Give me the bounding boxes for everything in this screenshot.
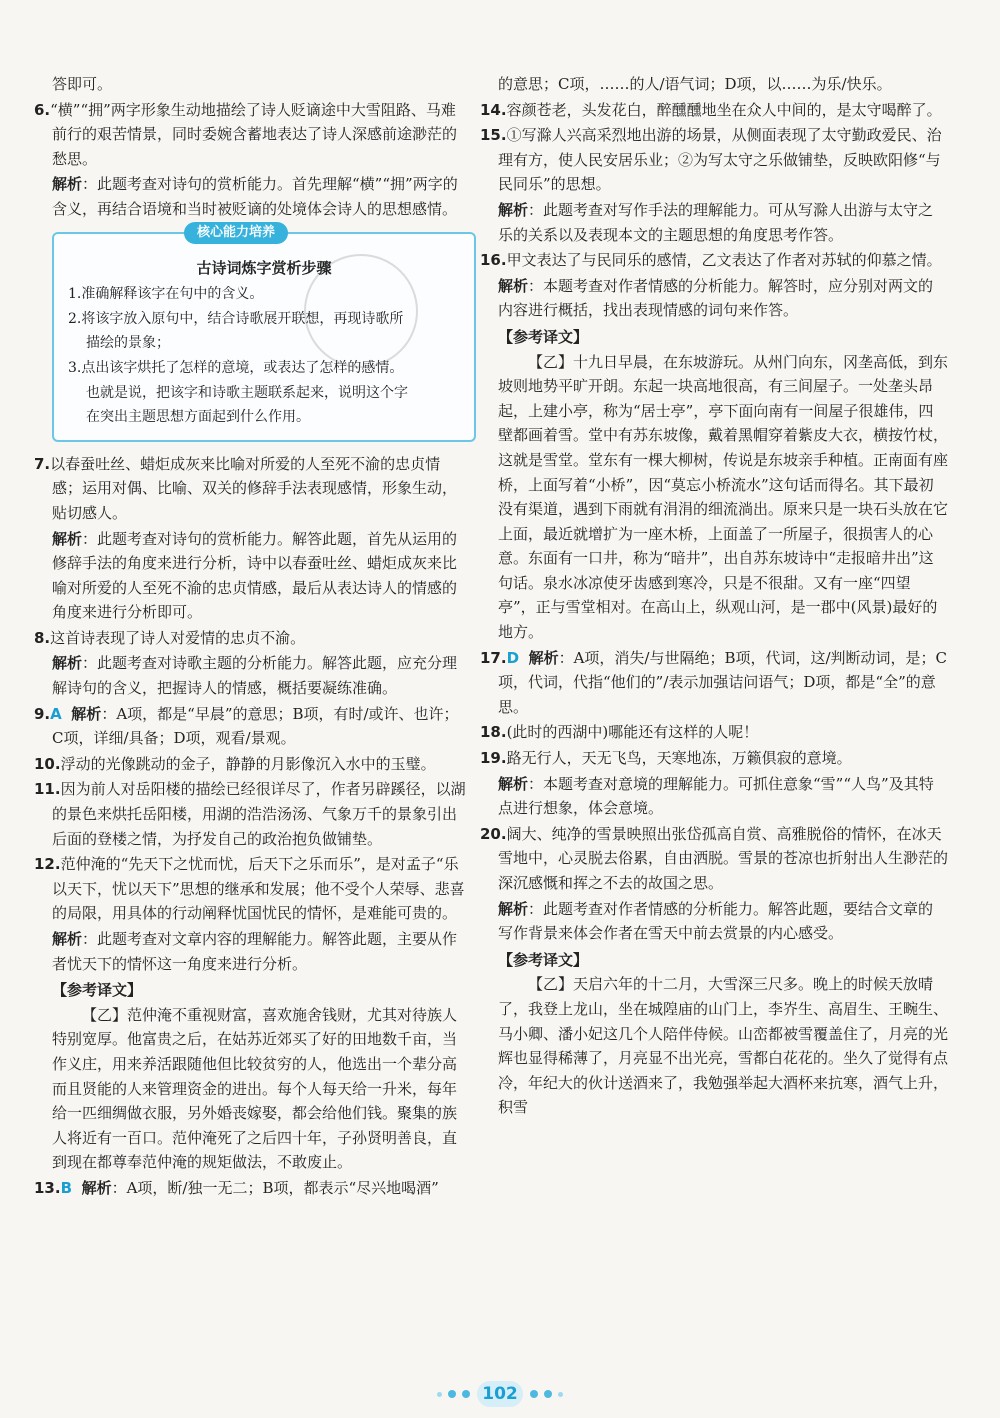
answer-text: 这首诗表现了诗人对爱情的忠贞不渝。 xyxy=(50,628,306,647)
analysis-12 xyxy=(34,927,466,976)
decor-dot xyxy=(437,1392,442,1397)
answer-text: 浮动的光像跳动的金子，静静的月影像沉入水中的玉璧。 xyxy=(60,754,436,773)
decor-dot xyxy=(544,1390,552,1398)
question-19 xyxy=(480,746,948,771)
answer-text: (此时的西湖中)哪能还有这样的人呢！ xyxy=(506,723,759,742)
question-15 xyxy=(480,123,948,197)
analysis-label: 解析 xyxy=(81,1178,112,1197)
analysis-text: ：A项，断/独一无二；B项，都表示“尽兴地喝酒” xyxy=(111,1178,439,1197)
answer-text: “横”“拥”两字形象生动地描绘了诗人贬谪途中大雪阻路、马难前行的艰苦情景，同时委婉含蓄地表达了诗人深感前途渺茫的愁思。 xyxy=(50,100,458,168)
question-number: 7. xyxy=(34,454,51,473)
skill-step: 1.准确解释该字在句中的含义。 xyxy=(68,286,264,303)
left-column xyxy=(34,72,466,1202)
analysis-label: 解析 xyxy=(71,704,102,723)
analysis-label: 解析 xyxy=(52,930,83,948)
question-number: 13. xyxy=(34,1178,61,1197)
page-number: 102 xyxy=(477,1381,523,1407)
analysis-label: 解析 xyxy=(52,175,83,194)
decor-dot xyxy=(448,1390,456,1398)
question-16 xyxy=(480,248,948,273)
question-number: 12. xyxy=(34,855,61,874)
skill-step: 2.将该字放入原句中，结合诗歌展开联想，再现诗歌所 xyxy=(68,310,404,327)
continued-line: 答即可。 xyxy=(52,75,113,93)
answer-text: 甲文表达了与民同乐的感情，乙文表达了作者对苏轼的仰慕之情。 xyxy=(506,251,942,270)
question-number: 19. xyxy=(480,749,507,768)
analysis-label: 解析 xyxy=(498,200,529,219)
question-number: 8. xyxy=(34,628,51,647)
reference-translation-heading: 【参考译文】 xyxy=(498,950,589,969)
analysis-text: ：此题考查对作者情感的分析能力。解答此题，要结合文章的写作背景来体会作者在雪天中前去赏景的内心感受。 xyxy=(498,899,934,943)
question-13 xyxy=(34,1176,466,1201)
question-number: 14. xyxy=(480,100,507,119)
analysis-16 xyxy=(480,274,948,323)
question-number: 20. xyxy=(480,824,507,843)
reference-translation: 【乙】天启六年的十二月，大雪深三尺多。晚上的时候天放晴了，我登上龙山，坐在城隍庙的山门上，李岕生、高眉生、王畹生、马小卿、潘小妃这几个人陪伴侍候。山峦都被雪覆盖住了，月亮的光辉也显得稀薄了，月亮显不出光亮，雪都白花花的。坐久了觉得有点冷，年纪大的伙计送酒来了，我勉强举起大酒杯来抗寒，酒气上升，积雪 xyxy=(498,975,949,1117)
question-9 xyxy=(34,702,466,751)
analysis-label: 解析 xyxy=(498,899,529,918)
question-number: 11. xyxy=(34,780,61,799)
answer-text: 容颜苍老，头发花白，醉醺醺地坐在众人中间的，是太守喝醉了。 xyxy=(506,100,942,119)
question-8 xyxy=(34,626,466,651)
analysis-label: 解析 xyxy=(498,774,529,793)
analysis-6 xyxy=(34,172,466,221)
analysis-text: ：此题考查对文章内容的理解能力。解答此题，主要从作者忧天下的情怀这一角度来进行分析。 xyxy=(52,930,458,973)
continued-line: 的意思；C项，……的人/语气词；D项，以……为乐/快乐。 xyxy=(498,75,892,93)
analysis-label: 解析 xyxy=(528,648,559,667)
decor-dot xyxy=(462,1390,470,1398)
reference-translation-heading: 【参考译文】 xyxy=(52,981,143,1000)
skill-step: 描绘的景象； xyxy=(86,335,170,352)
analysis-label: 解析 xyxy=(498,276,529,295)
analysis-text: ：此题考查对诗句的赏析能力。首先理解“横”“拥”两字的含义，再结合语境和当时被贬谪的处境体会诗人的思想感情。 xyxy=(52,175,458,218)
question-number: 9. xyxy=(34,704,51,723)
answer-choice: B xyxy=(60,1178,73,1197)
skill-step: 也就是说，把该字和诗歌主题联系起来，说明这个字 xyxy=(86,384,408,401)
question-6 xyxy=(34,98,466,172)
reference-translation-heading: 【参考译文】 xyxy=(498,327,589,346)
decor-dot xyxy=(558,1392,563,1397)
analysis-text: ：此题考查对诗句的赏析能力。解答此题，首先从运用的修辞手法的角度来进行分析，诗中以春蚕吐丝、蜡炬成灰来比喻对所爱的人至死不渝的忠贞情感，最后从表达诗人的情感的角度来进行分析即可。 xyxy=(52,529,458,622)
right-column xyxy=(480,72,948,1121)
question-number: 6. xyxy=(34,100,51,119)
analysis-19 xyxy=(480,772,948,821)
answer-text: 范仲淹的“先天下之忧而忧，后天下之乐而乐”，是对孟子“乐以天下，忧以天下”思想的继承和发展；他不受个人荣辱、悲喜的局限，用具体的行动阐释忧国忧民的情怀，是难能可贵的。 xyxy=(52,855,465,923)
question-number: 17. xyxy=(480,648,507,667)
question-number: 15. xyxy=(480,126,507,145)
question-number: 10. xyxy=(34,754,61,773)
skill-box-title: 古诗词炼字赏析步骤 xyxy=(196,258,332,277)
analysis-text: ：A项，都是“早晨”的意思；B项，有时/或许、也许；C项，详细/具备；D项，观看/景观。 xyxy=(52,704,459,748)
question-18 xyxy=(480,720,948,745)
watermark-stamp xyxy=(304,254,418,368)
analysis-text: ：本题考查对作者情感的分析能力。解答时，应分别对两文的内容进行概括，找出表现情感的词句来作答。 xyxy=(498,276,934,320)
analysis-label: 解析 xyxy=(52,529,83,548)
answer-text: 因为前人对岳阳楼的描绘已经很详尽了，作者另辟蹊径，以湖的景色来烘托岳阳楼，用湖的浩浩汤汤、气象万千的景象引出后面的登楼之情，为抒发自己的政治抱负做铺垫。 xyxy=(52,780,466,848)
analysis-text: ：此题考查对写作手法的理解能力。可从写滁人出游与太守之乐的关系以及表现本文的主题思想的角度思考作答。 xyxy=(498,200,934,244)
analysis-text: ：此题考查对诗歌主题的分析能力。解答此题，应充分理解诗句的含义，把握诗人的情感，概括要凝练准确。 xyxy=(52,654,458,698)
skill-step: 3.点出该字烘托了怎样的意境，或表达了怎样的感情。 xyxy=(68,359,404,376)
analysis-20 xyxy=(480,897,948,946)
answer-text: ①写滁人兴高采烈地出游的场景，从侧面表现了太守勤政爱民、治理有方，使人民安居乐业；②为写太守之乐做铺垫，反映欧阳修“与民同乐”的思想。 xyxy=(498,126,942,194)
page-number-footer xyxy=(415,1378,585,1410)
question-7 xyxy=(34,452,466,526)
question-number: 16. xyxy=(480,251,507,270)
skill-step: 在突出主题思想方面起到什么作用。 xyxy=(86,409,310,426)
answer-text: 路无行人，天无飞鸟，天寒地冻，万籁俱寂的意境。 xyxy=(506,749,852,768)
answer-choice: A xyxy=(50,704,62,723)
question-12 xyxy=(34,852,466,926)
analysis-15 xyxy=(480,198,948,247)
answer-choice: D xyxy=(506,648,520,667)
skill-box xyxy=(52,224,476,442)
analysis-7 xyxy=(34,527,466,625)
analysis-8 xyxy=(34,651,466,700)
question-14 xyxy=(480,98,948,123)
analysis-text: ：本题考查对意境的理解能力。可抓住意象“雪”“人鸟”及其特点进行想象，体会意境。 xyxy=(498,774,934,818)
question-17 xyxy=(480,646,948,720)
question-11 xyxy=(34,777,466,851)
answer-text: 阔大、纯净的雪景映照出张岱孤高自赏、高雅脱俗的情怀，在冰天雪地中，心灵脱去俗累，自由洒脱。雪景的苍凉也折射出人生渺茫的深沉感慨和挥之不去的故国之思。 xyxy=(498,824,949,892)
question-20 xyxy=(480,822,948,896)
analysis-text: ：A项，消失/与世隔绝；B项，代词，这/判断动词，是；C项，代词，代指“他们的”/表示加强诘问语气；D项，都是“全”的意思。 xyxy=(498,648,948,716)
reference-translation: 【乙】范仲淹不重视财富，喜欢施舍钱财，尤其对待族人特别宽厚。他富贵之后，在姑苏近郊买了好的田地数千亩，当作义庄，用来养活跟随他但比较贫穷的人，他选出一个辈分高而且贤能的人来管理资金的进出。每个人每天给一升米，每年给一匹细绸做衣服，另外婚丧嫁娶，都会给他们钱。聚集的族人将近有一百口。范仲淹死了之后四十年，子孙贤明善良，直到现在都尊奉范仲淹的规矩做法，不敢废止。 xyxy=(52,1005,458,1172)
reference-translation: 【乙】十九日早晨，在东坡游玩。从州门向东，冈垄高低，到东坡则地势平旷开朗。东起一块高地很高，有三间屋子。一处垄头昂起，上建小亭，称为“居士亭”，亭下面向南有一间屋子很雄伟，四壁都画着雪。堂中有苏东坡像，戴着黑帽穿着紫皮大衣，横按竹杖，这就是雪堂。堂东有一棵大柳树，传说是东坡亲手种植。正南面有座桥，上面写着“小桥”，因“莫忘小桥流水”这句话而得名。其下最初没有渠道，遇到下雨就有涓涓的细流淌出。原来只是一块石头放在它上面，最近就增扩为一座木桥，上面盖了一所屋子，很损害人的心意。东面有一口井，称为“暗井”，出自苏东坡诗中“走报暗井出”这句话。泉水冰凉使牙齿感到寒冷，只是不很甜。又有一座“四望亭”，正与雪堂相对。在高山上，纵观山河，是一郡中(风景)最好的地方。 xyxy=(498,352,949,642)
skill-box-tag: 核心能力培养 xyxy=(184,222,288,244)
decor-dot xyxy=(530,1390,538,1398)
analysis-label: 解析 xyxy=(52,654,83,673)
question-10 xyxy=(34,752,466,777)
answer-text: 以春蚕吐丝、蜡炬成灰来比喻对所爱的人至死不渝的忠贞情感；运用对偶、比喻、双关的修辞手法表现感情，形象生动，贴切感人。 xyxy=(50,454,458,522)
question-number: 18. xyxy=(480,723,507,742)
